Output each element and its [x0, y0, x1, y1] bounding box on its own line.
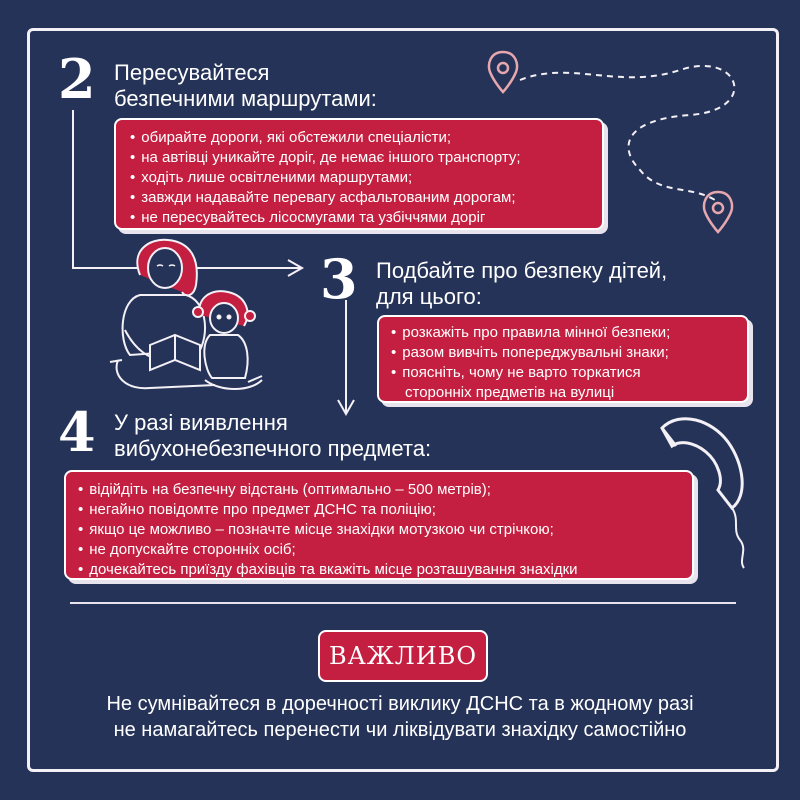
- list-item: • дочекайтесь приїзду фахівців та вкажіть місце розташування знахідки: [78, 560, 692, 580]
- list-item: • не допускайте сторонніх осіб;: [78, 540, 692, 560]
- important-badge: [318, 630, 488, 682]
- list-item-continuation: сторонніх предметів на вулиці: [405, 384, 615, 401]
- step-4-list: [78, 480, 692, 580]
- step-3-heading: [376, 258, 667, 310]
- map-pin-icon: [704, 192, 732, 232]
- list-item: • розкажіть про правила мінної безпеки;: [391, 323, 747, 343]
- step-2-list: [130, 128, 602, 228]
- step-2-number: 2: [58, 47, 96, 111]
- arrow-down-icon: [338, 300, 354, 414]
- list-item: • завжди надавайте перевагу асфальтованим дорогам;: [130, 188, 602, 208]
- list-item: • відійдіть на безпечну відстань (оптимально – 500 метрів);: [78, 480, 692, 500]
- important-label: ВАЖЛИВО: [328, 642, 478, 670]
- map-pin-icon: [489, 52, 517, 92]
- list-item: • на автівці уникайте доріг, де немає іншого транспорту;: [130, 148, 602, 168]
- list-item: • поясніть, чому не варто торкатися: [391, 363, 747, 383]
- step-2-list-box: [114, 118, 604, 230]
- step-3-list-box: [377, 315, 749, 403]
- step-4-list-box: [64, 470, 694, 580]
- step-2-heading: [114, 60, 377, 112]
- step-4-heading-line1: У разі виявлення: [114, 410, 288, 435]
- divider: [70, 602, 736, 604]
- step-4-heading: [114, 410, 431, 462]
- step-3-heading-line1: Подбайте про безпеку дітей,: [376, 258, 668, 283]
- footer-line2: не намагайтесь перенести чи ліквідувати знахідку самостійно: [113, 719, 687, 741]
- step-3-number: 3: [320, 247, 358, 311]
- step-4-number: 4: [58, 400, 96, 464]
- mother-child-reading-illustration: [110, 240, 262, 389]
- step-4-heading-line2: вибухонебезпечного предмета:: [114, 436, 432, 461]
- list-item: • не пересувайтесь лісосмугами та узбіччями доріг: [130, 208, 602, 228]
- step-3-heading-line2: для цього:: [376, 284, 482, 309]
- footer-warning: [40, 691, 760, 743]
- list-item: • ходіть лише освітленими маршрутами;: [130, 168, 602, 188]
- list-item: • обирайте дороги, які обстежили спеціалісти;: [130, 128, 602, 148]
- step-3-list: [391, 323, 747, 403]
- step-2-heading-line1: Пересувайтеся: [114, 60, 270, 85]
- list-item: • негайно повідомте про предмет ДСНС та поліцію;: [78, 500, 692, 520]
- step-2-heading-line2: безпечними маршрутами:: [114, 86, 377, 111]
- list-item: • якщо це можливо – позначте місце знахідки мотузкою чи стрічкою;: [78, 520, 692, 540]
- footer-line1: Не сумнівайтеся в доречності виклику ДСНС та в жодному разі: [106, 693, 694, 715]
- list-item: • разом вивчіть попереджувальні знаки;: [391, 343, 747, 363]
